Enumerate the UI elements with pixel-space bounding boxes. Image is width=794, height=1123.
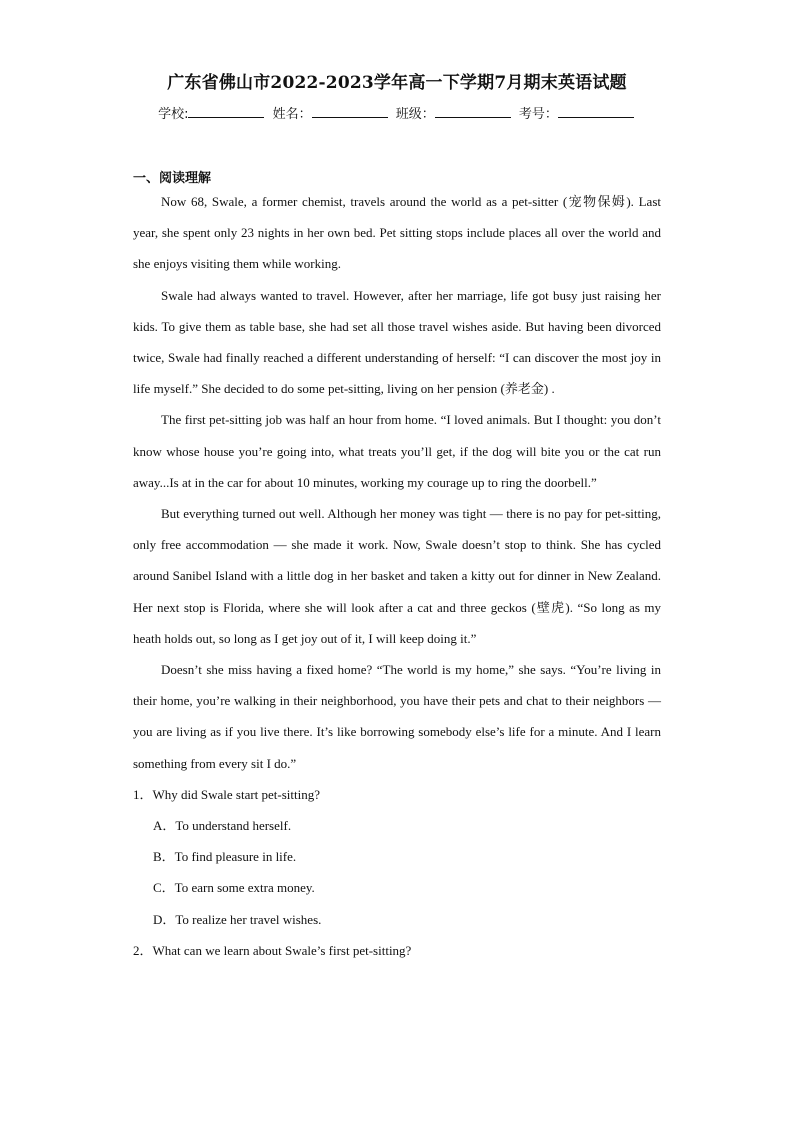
question-1: 1．Why did Swale start pet-sitting? — [133, 786, 321, 802]
passage-paragraph: Now 68, Swale, a former chemist, travels around the world as a pet-sitter (宠物保姆). Last year, she spent only 23 nights in her own bed. Pet sitting stops include places all over the world and she enjoys visiting them while working. — [133, 194, 661, 272]
question-1-option-a: A．To understand herself. — [153, 818, 292, 834]
question-1-option-c: C．To earn some extra money. — [153, 880, 315, 896]
school-blank — [188, 105, 264, 118]
passage-paragraph: But everything turned out well. Although her money was tight — there is no pay for pet-sitting, only free accommodation — she made it work. Now, Swale doesn’t stop to think. She has cycled around Sanibel Island with a little dog in her basket and taken a kitty out for dinner in New Zealand. Her next stop is Florida, where she will look after a cat and three geckos (壁虎). “So long as my heath holds out, so long as I get joy out of it, I will keep doing it.” — [133, 506, 661, 646]
school-field — [158, 103, 266, 122]
exam-number-blank — [558, 105, 634, 118]
section-heading: 一、阅读理解 — [133, 171, 212, 186]
passage-paragraph: Doesn’t she miss having a fixed home? “The world is my home,” she says. “You’re living in their home, you’re walking in their neighborhood, you have their pets and chat to their neighbors — you are living as if you live there. It’s like borrowing somebody else’s life for a minute. And I learn something from every sit I do.” — [133, 662, 661, 771]
name-blank — [312, 105, 388, 118]
class-blank — [435, 105, 511, 118]
class-label: 班级： — [395, 107, 435, 122]
question-2: 2．What can we learn about Swale’s first pet-sitting? — [133, 942, 412, 958]
class-field — [396, 103, 513, 122]
exam-number-label: 考号： — [518, 107, 558, 122]
name-label: 姓名： — [272, 107, 312, 122]
passage-paragraph: The first pet-sitting job was half an hour from home. “I loved animals. But I thought: you don’t know whose house you’re going into, what treats you’ll get, if the dog will bite you or the cat run away...Is at in the car for about 10 minutes, working my courage up to ring the doorbell.” — [133, 412, 661, 490]
exam-title: 广东省佛山市2022-2023学年高一下学期7月期末英语试题 — [167, 73, 627, 93]
passage-paragraph: Swale had always wanted to travel. However, after her marriage, life got busy just raising her kids. To give them as table base, she had set all those travel wishes aside. But having been divorced twice, Swale had finally reached a different understanding of herself: “I can discover the most joy in life myself.” She decided to do some pet-sitting, living on her pension (养老金) . — [133, 287, 661, 397]
student-info-row — [0, 103, 794, 122]
exam-number-field — [519, 103, 636, 122]
reading-passage — [133, 186, 661, 966]
name-field — [273, 103, 390, 122]
question-1-option-d: D．To realize her travel wishes. — [153, 911, 322, 927]
school-label: 学校: — [158, 107, 189, 122]
question-1-option-b: B．To find pleasure in life. — [153, 849, 297, 865]
